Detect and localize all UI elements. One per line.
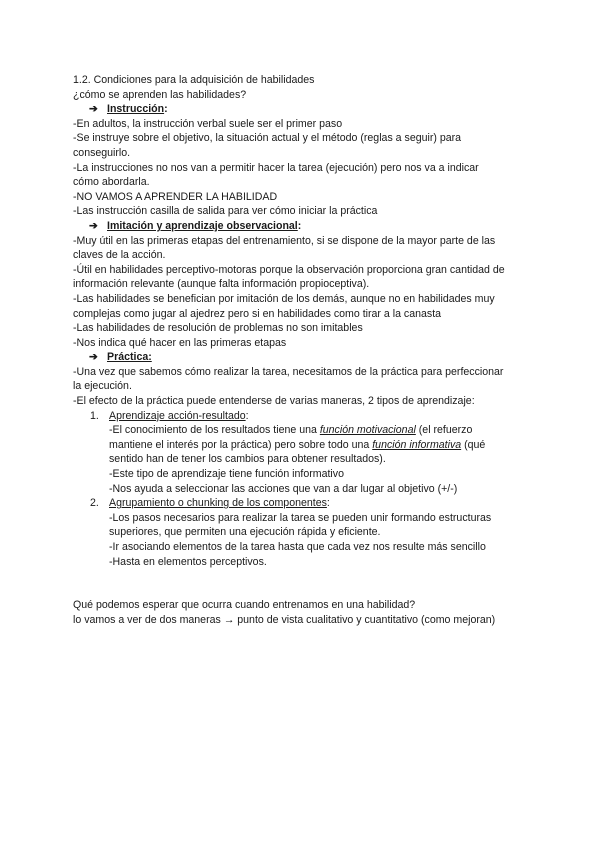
- imitacion-line: claves de la acción.: [73, 249, 166, 262]
- line-text: (qué: [461, 438, 486, 451]
- list-item-line: superiores, que permiten una ejecución rápida y eficiente.: [109, 526, 381, 539]
- list-number: 1.: [90, 409, 99, 422]
- instruccion-line: -Se instruye sobre el objetivo, la situación actual y el método (reglas a seguir) para: [73, 132, 462, 145]
- practica-line: la ejecución.: [73, 380, 132, 393]
- list-item-title-colon: :: [245, 409, 249, 422]
- list-item-2: [73, 496, 540, 511]
- imitacion-line: información relevante (aunque falta información propioceptiva).: [73, 278, 370, 291]
- instruccion-line: -En adultos, la instrucción verbal suele ser el primer paso: [73, 117, 343, 130]
- line-text: -El conocimiento de los resultados tiene una: [109, 424, 320, 437]
- question: ¿cómo se aprenden las habilidades?: [73, 88, 247, 101]
- imitacion-line: -Nos indica qué hacer en las primeras etapas: [73, 336, 287, 349]
- list-item-line: -Hasta en elementos perceptivos.: [109, 555, 267, 568]
- heading-imitacion-text: Imitación y aprendizaje observacional: [107, 219, 298, 232]
- list-item-title-colon: :: [326, 497, 330, 510]
- heading-imitacion-colon: :: [297, 219, 302, 232]
- closing-answer: lo vamos a ver de dos maneras → punto de vista cualitativo y cuantitativo (como mejoran): [73, 613, 496, 626]
- list-item-line: -Nos ayuda a seleccionar las acciones que van a dar lugar al objetivo (+/-): [109, 482, 458, 495]
- list-item-line: -Este tipo de aprendizaje tiene función informativo: [109, 468, 344, 481]
- heading-instruccion-text: Instrucción: [107, 103, 165, 116]
- list-number: 2.: [90, 497, 99, 510]
- imitacion-line: -Las habilidades de resolución de problemas no son imitables: [73, 322, 363, 335]
- list-item-title-text: Agrupamiento o chunking de los componentes: [109, 497, 327, 510]
- heading-practica-text: Práctica:: [107, 351, 152, 364]
- line-text: (el refuerzo: [415, 424, 473, 437]
- list-item-line: [73, 423, 540, 438]
- heading-imitacion: [73, 219, 540, 234]
- practica-line: -Una vez que sabemos cómo realizar la tarea, necesitamos de la práctica para perfeccionar: [73, 365, 504, 378]
- arrow-icon: ➔: [89, 103, 98, 116]
- list-item-title: [109, 409, 249, 424]
- instruccion-line: -NO VAMOS A APRENDER LA HABILIDAD: [73, 190, 278, 203]
- line-text: mantiene el interés por la práctica) pero sobre todo una: [109, 438, 373, 451]
- imitacion-line: -Las habilidades se benefician por imitación de los demás, aunque no en habilidades muy: [73, 292, 495, 305]
- instruccion-line: -Las instrucción casilla de salida para ver cómo iniciar la práctica: [73, 205, 378, 218]
- instruccion-line: cómo abordarla.: [73, 176, 150, 189]
- practica-line: -El efecto de la práctica puede entenderse de varias maneras, 2 tipos de aprendizaje:: [73, 395, 475, 408]
- list-item-line: -Ir asociando elementos de la tarea hasta que cada vez nos resulte más sencillo: [109, 541, 486, 553]
- imitacion-line: complejas como jugar al ajedrez pero si en habilidades como tirar a la canasta: [73, 307, 442, 320]
- list-item-1: [73, 409, 540, 424]
- imitacion-line: -Útil en habilidades perceptivo-motoras porque la observación proporciona gran cantidad de: [73, 263, 505, 276]
- arrow-icon: ➔: [89, 219, 98, 232]
- arrow-icon: ➔: [89, 351, 98, 364]
- spacer: [73, 569, 540, 598]
- heading-instruccion-colon: :: [164, 103, 168, 116]
- heading-instruccion: [73, 102, 540, 117]
- emphasis-text: función informativa: [372, 438, 462, 451]
- closing-question: Qué podemos esperar que ocurra cuando entrenamos en una habilidad?: [73, 599, 416, 612]
- list-item-line: [73, 438, 540, 453]
- list-item-line: sentido han de tener los cambios para obtener resultados).: [109, 453, 386, 466]
- section-title: 1.2. Condiciones para la adquisición de habilidades: [73, 74, 315, 86]
- instruccion-line: conseguirlo.: [73, 146, 131, 159]
- emphasis-text: función motivacional: [319, 424, 416, 437]
- list-item-title-text: Aprendizaje acción-resultado: [109, 409, 246, 422]
- list-item-line: -Los pasos necesarios para realizar la tarea se pueden unir formando estructuras: [109, 511, 492, 524]
- instruccion-line: -La instrucciones no nos van a permitir hacer la tarea (ejecución) pero nos va a indicar: [73, 161, 479, 174]
- imitacion-line: -Muy útil en las primeras etapas del entrenamiento, si se dispone de la mayor parte de las: [73, 234, 496, 247]
- heading-practica: [73, 350, 540, 365]
- list-item-title: [109, 496, 330, 511]
